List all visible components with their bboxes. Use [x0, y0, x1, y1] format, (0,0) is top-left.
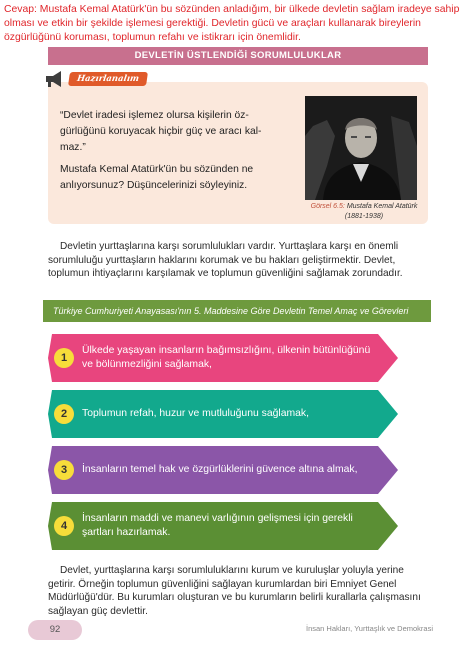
quote-text: “Devlet iradesi işlemez olursa kişilerin öz-gürlüğünü koruyacak hiçbir güç ve aracı kal-maz.” [60, 110, 262, 153]
duty-number: 1 [54, 348, 74, 368]
duty-item-3 [48, 446, 398, 494]
duty-number: 4 [54, 516, 74, 536]
duty-number: 2 [54, 404, 74, 424]
duty-item-2 [48, 390, 398, 438]
quote-question: Mustafa Kemal Atatürk'ün bu sözünden ne anlıyorsunuz? Düşüncelerinizi söyleyiniz. [60, 164, 254, 191]
prep-badge: Hazırlanalım [68, 72, 148, 86]
duty-label: İnsanların temel hak ve özgürlüklerini güvence altına almak, [82, 464, 358, 475]
page-number: 92 [28, 620, 82, 640]
answer-text: Cevap: Mustafa Kemal Atatürk'ün bu sözünden anladığım, bir ülkede devletin sağlam iradeye sahip olması ve etkin bir şekilde işlemesi gerektiği. Devletin gücü ve araçları kullanarak bireylerin özgürlüğünü koruması, toplumun refahı ve istikrarı için önemlidir. [4, 4, 460, 43]
book-title: İnsan Hakları, Yurttaşlık ve Demokrasi [306, 624, 433, 633]
duty-label: İnsanların maddi ve manevi varlığının gelişmesi için gerekli şartları hazırlamak. [82, 513, 353, 538]
duty-label: Ülkede yaşayan insanların bağımsızlığını, ülkenin bütünlüğünü ve bölünmezliğini sağlamak, [82, 345, 371, 370]
paragraph-intro: Devletin yurttaşlarına karşı sorumlulukları vardır. Yurttaşlara karşı en önemli sorumluluğu yurttaşların haklarını korumak ve bu hakları geliştirmektir. Devlet, toplumun ihtiyaçlarını karşılamak ve toplumun güvenliğini sağlamak zorundadır. [48, 241, 403, 280]
megaphone-icon [43, 70, 65, 88]
figure-name: Mustafa Kemal Atatürk [346, 203, 418, 210]
figure-label: Görsel 6.5: [310, 203, 345, 210]
section-title: DEVLETİN ÜSTLENDİĞİ SORUMLULUKLAR [48, 47, 428, 65]
duty-number: 3 [54, 460, 74, 480]
paragraph-institutions: Devlet, yurttaşlarına karşı sorumluluklarını kurum ve kuruluşlar yoluyla yerine getirir. Örneğin toplumun güvenliğini sağlayan kurumlardan biri Emniyet Genel Müdürlüğü'dür. Bu kurumları oluşturan ve bu kurumların belirli kurallarla çalışmasını sağlayan güç devlettir. [48, 565, 421, 617]
photo-caption [300, 202, 428, 222]
duty-item-1 [48, 334, 398, 382]
prep-header [43, 68, 147, 90]
duty-label: Toplumun refah, huzur ve mutluluğunu sağlamak, [82, 408, 309, 419]
ataturk-portrait [305, 96, 417, 200]
article-title-bar: Türkiye Cumhuriyeti Anayasası'nın 5. Maddesine Göre Devletin Temel Amaç ve Görevleri [43, 300, 431, 322]
duty-item-4 [48, 502, 398, 550]
figure-years: (1881-1938) [344, 213, 384, 220]
